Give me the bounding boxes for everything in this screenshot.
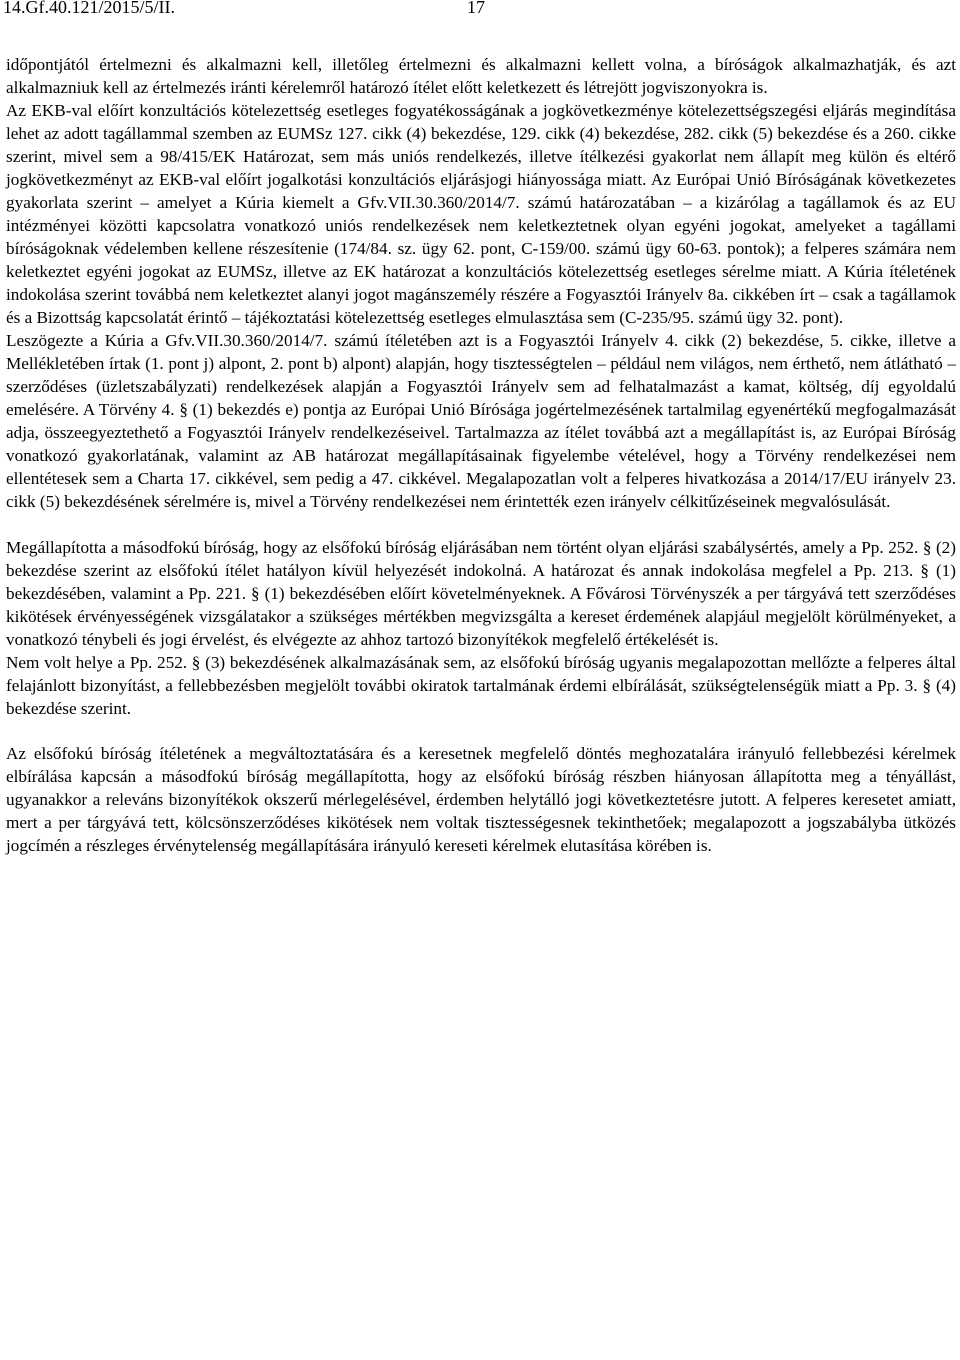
paragraph-4: Megállapította a másodfokú bíróság, hogy az elsőfokú bíróság eljárásában nem történt olyan eljárási szabálysértés, amely a Pp. 252. § (2) bekezdése szerint az elsőfokú ítélet hatályon kívül helyezését indokolná. A határozat és annak indokolása megfelel a Pp. 213. § (1) bekezdésében, valamint a Pp. 221. § (1) bekezdésében előírt követelményeknek. A Fővárosi Törvényszék a per tárgyává tett szerződéses kikötések érvényességének vizsgálatakor a szükséges mértékben megvizsgálta a kereset érdemének alapjául megjelölt körülményeket, a vonatkozó ténybeli és jogi érvelést, és elvégezte az ahhoz tartozó bizonyítékok megfelelő értékelését is. [6,538,956,649]
paragraph-6: Az elsőfokú bíróság ítéletének a megváltoztatására és a keresetnek megfelelő döntés meghozatalára irányuló fellebbezési kérelmek elbírálása kapcsán a másodfokú bíróság megállapította, hogy az elsőfokú bíróság részben hiányosan állapította meg a tényállást, ugyanakkor a releváns bizonyítékok okszerű mérlegelésével, érdemben helytálló jogi következtetésre jutott. A felperes keresetet amiatt, mert a per tárgyává tett, kölcsönszerződéses kikötések nem voltak tisztességesnek tekinthetőek; megalapozott a jogszabályba ütközés jogcímén a részleges érvénytelenség megállapítására irányuló kereseti kérelmek elutasítása körében is. [6,744,956,855]
page-header [0,0,960,24]
paragraph-2: Az EKB-val előírt konzultációs kötelezettség esetleges fogyatékosságának a jogkövetkezménye kötelezettségszegési eljárás megindítása lehet az adott tagállammal szemben az EUMSz 127. cikk (4) bekezdése, 129. cikk (4) bekezdése, 282. cikk (5) bekezdése és a 260. cikke szerint, mivel sem a 98/415/EK Határozat, sem más uniós rendelkezés, illetve ítélkezési gyakorlat nem állapít meg külön és eltérő jogkövetkezményt az EKB-val előírt jogalkotási konzultációs eljárásjogi hiányossága miatt. Az Európai Unió Bíróságának következetes gyakorlata szerint – amelyet a Kúria kiemelt a Gfv.VII.30.360/2014/7. számú határozatában – a kizárólag a tagállamok és az EU intézményei közötti kapcsolatra vonatkozó uniós rendelkezések nem keletkeztetnek olyan egyéni jogokat, amelyeket a tagállami bíróságoknak védelemben kellene részesítenie (174/84. sz. ügy 62. pont, C-159/00. számú ügy 60-63. pontok); a felperes számára nem keletkeztet egyéni jogokat az EUMSz, illetve az EK határozat a konzultációs kötelezettség esetleges sérelme miatt. A Kúria ítéletének indokolása szerint továbbá nem keletkeztet alanyi jogot magánszemély részére a Fogyasztói Irányelv 8a. cikkében írt – csak a tagállamok és a Bizottság kapcsolatát érintő – tájékoztatási kötelezettség esetleges elmulasztása sem (C-235/95. számú ügy 32. pont). [6,101,956,327]
paragraph-3: Leszögezte a Kúria a Gfv.VII.30.360/2014/7. számú ítéletében azt is a Fogyasztói Irányelv 4. cikk (2) bekezdése, 5. cikke, illetve a Mellékletében írtak (1. pont j) alpont, 2. pont b) alpont) alapján, hogy tisztességtelen – például nem világos, nem érthető, nem átlátható – szerződéses (üzletszabályzati) rendelkezések alapján a Fogyasztói Irányelv sem ad felhatalmazást a kamat, költség, díj egyoldalú emelésére. A Törvény 4. § (1) bekezdés e) pontja az Európai Unió Bírósága jogértelmezésének tartalmilag egyenértékű megfogalmazását adja, összeegyeztethető a Fogyasztói Irányelv rendelkezéseivel. Tartalmazza az ítélet továbbá azt a megállapítást is, az Európai Bíróság vonatkozó gyakorlatának, valamint az AB határozat megállapításainak figyelembe vételével, hogy a Törvény rendelkezései nem ellentétesek sem a Charta 17. cikkével, sem pedig a 47. cikkével. Megalapozatlan volt a felperes hivatkozása a 2014/17/EU irányelv 23. cikk (5) bekezdésének sérelmére is, mivel a Törvény rendelkezései nem érintették ezen irányelv célkitűzéseinek megvalósulását. [6,331,956,511]
document-body [6,53,956,857]
page-number: 17 [467,0,485,17]
paragraph-1: időpontjától értelmezni és alkalmazni kell, illetőleg értelmezni és alkalmazni kellett volna, a bíróságok alkalmazhatják, és azt alkalmazniuk kell az értelmezés iránti kérelemről határozó ítélet előtt keletkezett és létrejött jogviszonyokra is. [6,55,956,97]
case-number: 14.Gf.40.121/2015/5/II. [3,0,175,17]
paragraph-5: Nem volt helye a Pp. 252. § (3) bekezdésének alkalmazásának sem, az elsőfokú bíróság ugyanis megalapozottan mellőzte a felperes által felajánlott bizonyítást, a fellebbezésben megjelölt további okiratok tartalmának érdemi elbírálását, szükségtelenségük miatt a Pp. 3. § (4) bekezdése szerint. [6,653,956,718]
